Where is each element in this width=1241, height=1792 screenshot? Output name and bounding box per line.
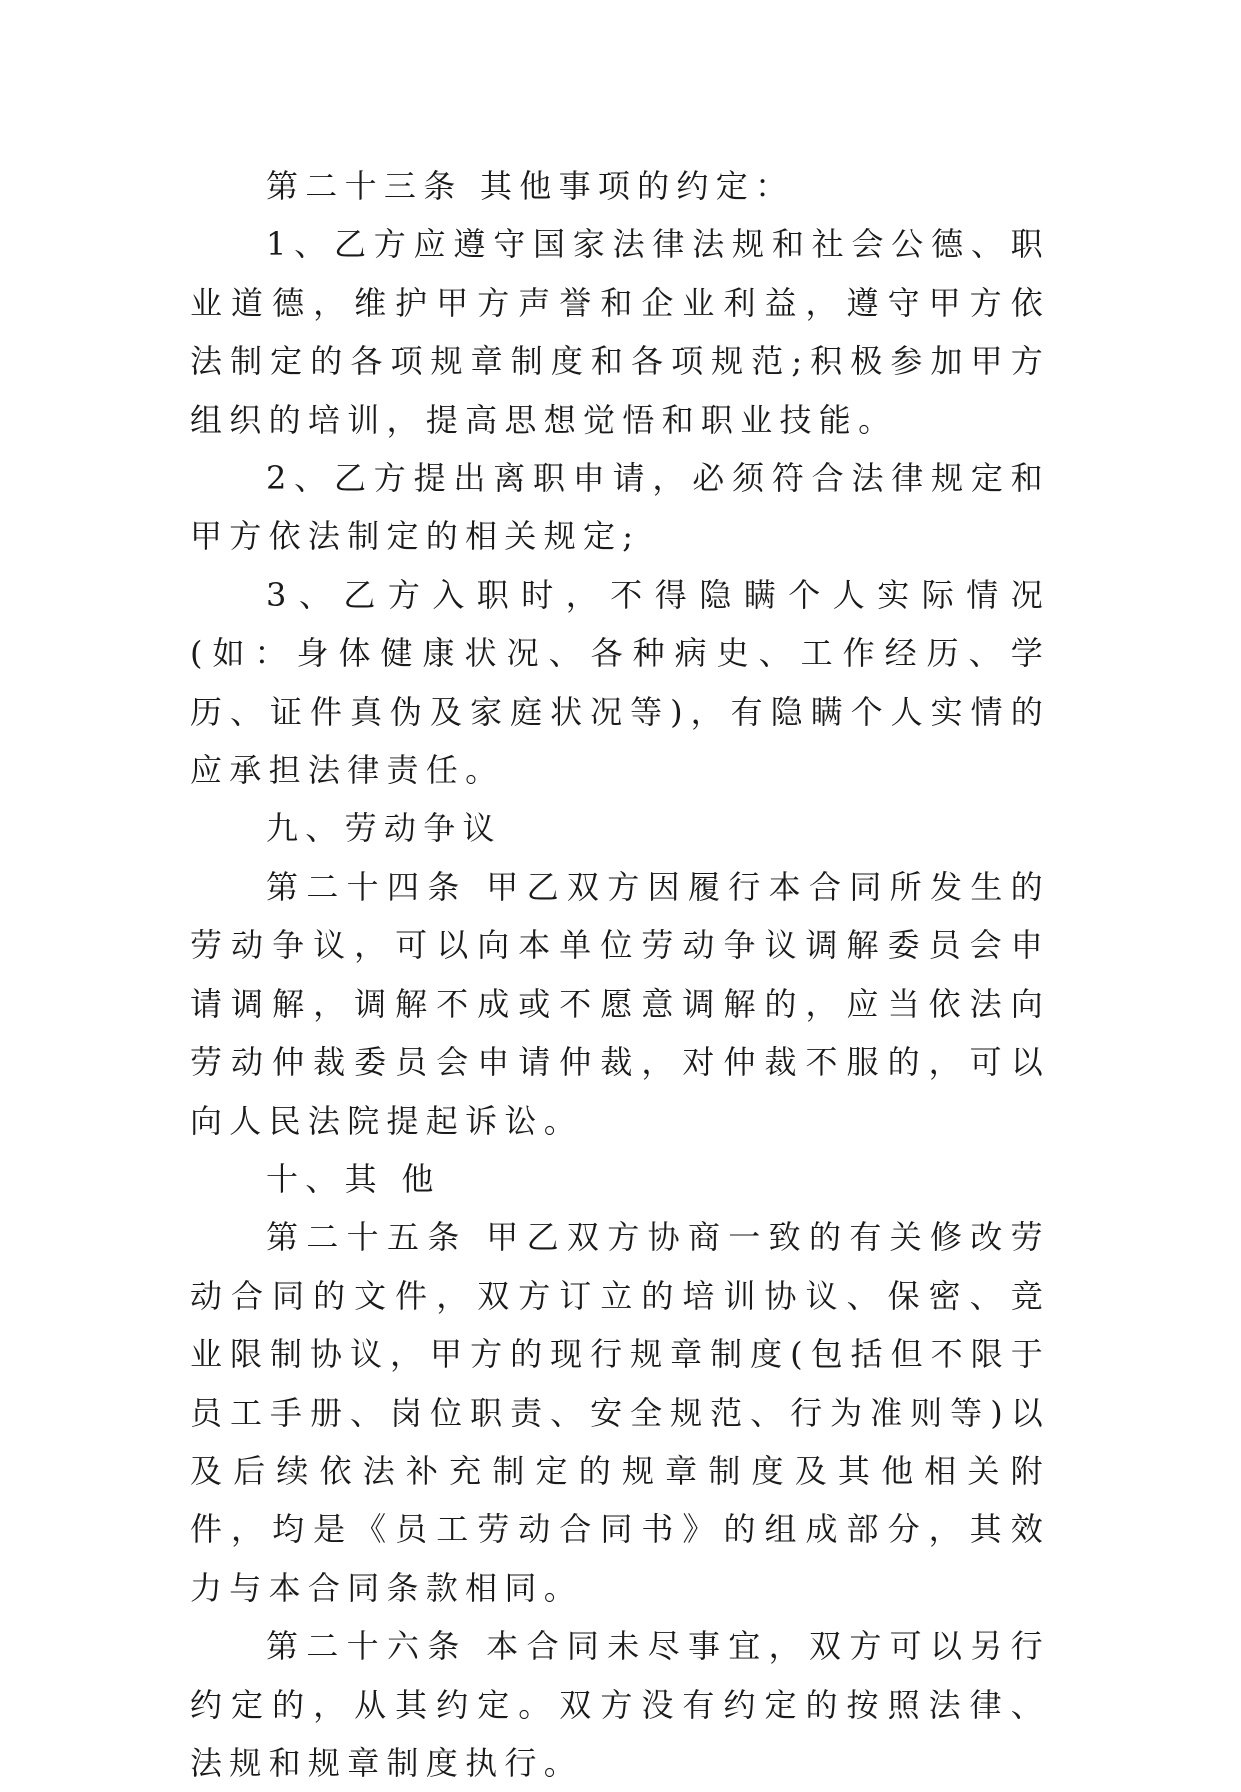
section-9-heading: 九、劳动争议 (266, 809, 502, 848)
article-23-item-3: 3、乙方入职时，不得隐瞒个人实际情况(如：身体健康状况、各种病史、工作经历、学历、证件真伪及家庭状况等)，有隐瞒个人实情的应承担法律责任。 (190, 575, 1050, 790)
article-23-item-1: 1、乙方应遵守国家法律法规和社会公德、职业道德，维护甲方声誉和企业利益，遵守甲方依法制定的各项规章制度和各项规范;积极参加甲方组织的培训，提高思想觉悟和职业技能。 (190, 225, 1050, 439)
section-10-heading: 十、其 他 (266, 1159, 441, 1198)
document-body (190, 157, 1050, 1792)
article-23-item-2: 2、乙方提出离职申请，必须符合法律规定和甲方依法制定的相关规定; (190, 459, 1050, 556)
article-26: 第二十六条 本合同未尽事宜，双方可以另行约定的，从其约定。双方没有约定的按照法律、法规和规章制度执行。 (190, 1627, 1050, 1782)
article-24: 第二十四条 甲乙双方因履行本合同所发生的劳动争议，可以向本单位劳动争议调解委员会申请调解，调解不成或不愿意调解的，应当依法向劳动仲裁委员会申请仲裁，对仲裁不服的，可以向人民法院提起诉讼。 (190, 867, 1050, 1140)
article-23-heading: 第二十三条 其他事项的约定： (266, 167, 795, 205)
article-25: 第二十五条 甲乙双方协商一致的有关修改劳动合同的文件，双方订立的培训协议、保密、竞业限制协议，甲方的现行规章制度(包括但不限于员工手册、岗位职责、安全规范、行为准则等)以及后续依法补充制定的规章制度及其他相关附件，均是《员工劳动合同书》的组成部分，其效力与本合同条款相同。 (190, 1218, 1050, 1607)
